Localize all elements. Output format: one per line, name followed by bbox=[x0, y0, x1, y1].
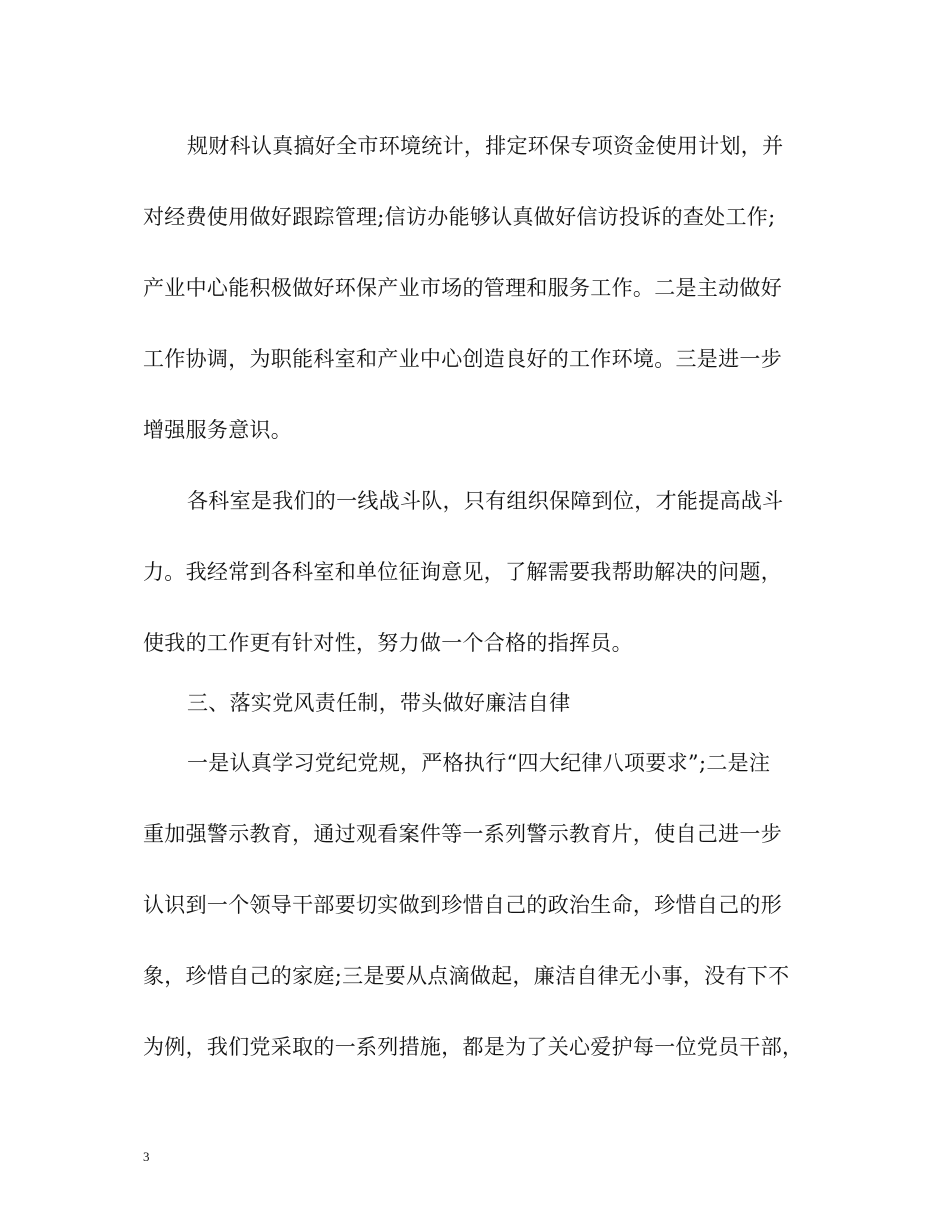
paragraph-line: 增强服务意识。 bbox=[143, 418, 293, 442]
paragraph-line: 力。我经常到各科室和单位征询意见，了解需要我帮助解决的问题， bbox=[143, 560, 782, 584]
paragraph-line: 规财科认真搞好全市环境统计，排定环保专项资金使用计划，并 bbox=[187, 134, 784, 158]
page-number: 3 bbox=[143, 1149, 150, 1164]
paragraph-line: 各科室是我们的一线战斗队，只有组织保障到位，才能提高战斗 bbox=[187, 489, 784, 513]
paragraph-line: 产业中心能积极做好环保产业市场的管理和服务工作。二是主动做好 bbox=[143, 276, 782, 300]
section-heading: 三、落实党风责任制，带头做好廉洁自律 bbox=[187, 691, 571, 715]
paragraph-line: 工作协调，为职能科室和产业中心创造良好的工作环境。三是进一步 bbox=[143, 347, 782, 371]
paragraph-line: 重加强警示教育，通过观看案件等一系列警示教育片，使自己进一步 bbox=[143, 822, 782, 846]
paragraph-line: 认识到一个领导干部要切实做到珍惜自己的政治生命，珍惜自己的形 bbox=[143, 893, 782, 917]
paragraph-line: 象，珍惜自己的家庭;三是要从点滴做起，廉洁自律无小事，没有下不 bbox=[143, 964, 790, 988]
paragraph-line: 为例，我们党采取的一系列措施，都是为了关心爱护每一位党员干部， bbox=[143, 1035, 804, 1059]
paragraph-line: 对经费使用做好跟踪管理;信访办能够认真做好信访投诉的查处工作; bbox=[143, 205, 776, 229]
paragraph-line: 使我的工作更有针对性，努力做一个合格的指挥员。 bbox=[143, 631, 633, 655]
paragraph-line: 一是认真学习党纪党规，严格执行“四大纪律八项要求”;二是注 bbox=[187, 751, 771, 775]
